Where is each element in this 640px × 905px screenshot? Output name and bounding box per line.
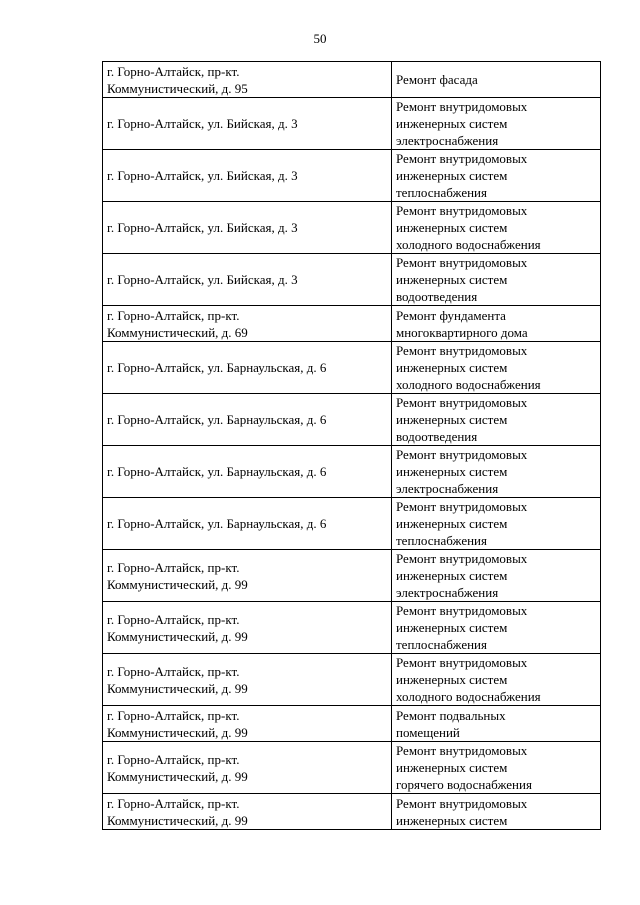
address-line: Коммунистический, д. 99	[107, 628, 248, 644]
table-row	[103, 654, 601, 706]
table-row	[103, 446, 601, 498]
work-type-cell	[392, 706, 601, 742]
work-type-cell	[392, 794, 601, 830]
address-line: г. Горно-Алтайск, пр-кт.	[107, 663, 240, 679]
work-type-cell	[392, 394, 601, 446]
address-line: г. Горно-Алтайск, ул. Бийская, д. 3	[107, 168, 298, 183]
table-row	[103, 602, 601, 654]
work-type-line: Ремонт внутридомовых	[396, 795, 528, 811]
work-type-cell	[392, 342, 601, 394]
work-type-line: инженерных систем	[396, 116, 508, 131]
work-type-cell	[392, 98, 601, 150]
work-type-line: Ремонт фундамента	[396, 307, 506, 323]
address-cell	[103, 706, 392, 742]
table-row	[103, 794, 601, 830]
address-cell	[103, 498, 392, 550]
page-number: 50	[313, 31, 327, 46]
address-cell	[103, 62, 392, 98]
work-type-line: теплоснабжения	[396, 185, 487, 200]
table-row	[103, 306, 601, 342]
work-type-line: холодного водоснабжения	[396, 689, 541, 704]
work-type-line: холодного водоснабжения	[396, 237, 541, 252]
work-type-cell	[392, 498, 601, 550]
address-line: г. Горно-Алтайск, пр-кт.	[107, 795, 240, 811]
work-type-line: водоотведения	[396, 289, 478, 304]
work-type-line: Ремонт внутридомовых	[396, 499, 528, 514]
address-line: г. Горно-Алтайск, ул. Бийская, д. 3	[107, 116, 298, 131]
work-type-line: инженерных систем	[396, 812, 508, 828]
address-cell	[103, 306, 392, 342]
address-line: Коммунистический, д. 99	[107, 812, 248, 828]
table-row	[103, 394, 601, 446]
work-type-line: инженерных систем	[396, 568, 508, 583]
address-cell	[103, 550, 392, 602]
work-type-line: Ремонт внутридомовых	[396, 655, 528, 670]
address-line: г. Горно-Алтайск, пр-кт.	[107, 707, 240, 723]
address-line: г. Горно-Алтайск, ул. Барнаульская, д. 6	[107, 516, 327, 531]
work-type-line: Ремонт внутридомовых	[396, 99, 528, 114]
address-line: г. Горно-Алтайск, ул. Бийская, д. 3	[107, 272, 298, 287]
work-type-line: Ремонт внутридомовых	[396, 603, 528, 618]
work-type-line: теплоснабжения	[396, 637, 487, 652]
work-type-line: Ремонт внутридомовых	[396, 743, 528, 758]
table-row	[103, 98, 601, 150]
address-line: Коммунистический, д. 99	[107, 768, 248, 784]
address-cell	[103, 654, 392, 706]
work-type-cell	[392, 150, 601, 202]
work-type-line: инженерных систем	[396, 412, 508, 427]
address-cell	[103, 742, 392, 794]
work-type-line: инженерных систем	[396, 464, 508, 479]
work-type-line: инженерных систем	[396, 516, 508, 531]
work-type-line: электроснабжения	[396, 133, 499, 148]
work-type-cell	[392, 202, 601, 254]
work-type-line: Ремонт внутридомовых	[396, 151, 528, 166]
work-type-line: инженерных систем	[396, 760, 508, 775]
address-cell	[103, 202, 392, 254]
work-type-line: электроснабжения	[396, 585, 499, 600]
work-type-line: Ремонт внутридомовых	[396, 203, 528, 218]
address-cell	[103, 254, 392, 306]
work-type-cell	[392, 306, 601, 342]
address-line: Коммунистический, д. 99	[107, 680, 248, 696]
address-line: г. Горно-Алтайск, ул. Барнаульская, д. 6	[107, 412, 327, 427]
work-type-cell	[392, 602, 601, 654]
work-type-line: инженерных систем	[396, 220, 508, 235]
work-type-line: инженерных систем	[396, 672, 508, 687]
table-row	[103, 150, 601, 202]
work-type-line: Ремонт внутридомовых	[396, 447, 528, 462]
work-type-cell	[392, 742, 601, 794]
address-line: г. Горно-Алтайск, ул. Барнаульская, д. 6	[107, 360, 327, 375]
work-type-cell	[392, 550, 601, 602]
address-cell	[103, 98, 392, 150]
work-type-line: Ремонт внутридомовых	[396, 551, 528, 566]
work-type-line: теплоснабжения	[396, 533, 487, 548]
address-line: г. Горно-Алтайск, пр-кт.	[107, 307, 240, 323]
address-line: Коммунистический, д. 99	[107, 576, 248, 592]
address-line: г. Горно-Алтайск, пр-кт.	[107, 751, 240, 767]
address-line: Коммунистический, д. 95	[107, 80, 248, 96]
work-type-cell	[392, 446, 601, 498]
table-row	[103, 254, 601, 306]
table-row	[103, 706, 601, 742]
work-type-line: Ремонт внутридомовых	[396, 255, 528, 270]
work-type-cell	[392, 62, 601, 98]
works-table-body	[103, 62, 601, 830]
address-cell	[103, 394, 392, 446]
table-row	[103, 498, 601, 550]
work-type-line: горячего водоснабжения	[396, 777, 532, 792]
work-type-line: инженерных систем	[396, 620, 508, 635]
address-line: Коммунистический, д. 99	[107, 724, 248, 740]
work-type-cell	[392, 654, 601, 706]
address-line: г. Горно-Алтайск, ул. Бийская, д. 3	[107, 220, 298, 235]
address-line: г. Горно-Алтайск, пр-кт.	[107, 611, 240, 627]
work-type-line: инженерных систем	[396, 360, 508, 375]
work-type-line: инженерных систем	[396, 168, 508, 183]
work-type-line: Ремонт подвальных	[396, 707, 506, 723]
table-row	[103, 62, 601, 98]
address-line: г. Горно-Алтайск, пр-кт.	[107, 63, 240, 79]
address-cell	[103, 342, 392, 394]
work-type-line: водоотведения	[396, 429, 478, 444]
work-type-line: Ремонт внутридомовых	[396, 395, 528, 410]
address-cell	[103, 150, 392, 202]
table-row	[103, 742, 601, 794]
address-line: г. Горно-Алтайск, пр-кт.	[107, 559, 240, 575]
work-type-line: холодного водоснабжения	[396, 377, 541, 392]
work-type-line: помещений	[396, 724, 460, 740]
address-line: Коммунистический, д. 69	[107, 324, 248, 340]
address-cell	[103, 446, 392, 498]
work-type-line: Ремонт фасада	[396, 72, 478, 87]
table-row	[103, 550, 601, 602]
work-type-line: электроснабжения	[396, 481, 499, 496]
address-cell	[103, 602, 392, 654]
address-line: г. Горно-Алтайск, ул. Барнаульская, д. 6	[107, 464, 327, 479]
address-cell	[103, 794, 392, 830]
work-type-line: Ремонт внутридомовых	[396, 343, 528, 358]
work-type-cell	[392, 254, 601, 306]
table-row	[103, 342, 601, 394]
table-row	[103, 202, 601, 254]
work-type-line: многоквартирного дома	[396, 324, 528, 340]
works-table	[102, 61, 601, 830]
work-type-line: инженерных систем	[396, 272, 508, 287]
